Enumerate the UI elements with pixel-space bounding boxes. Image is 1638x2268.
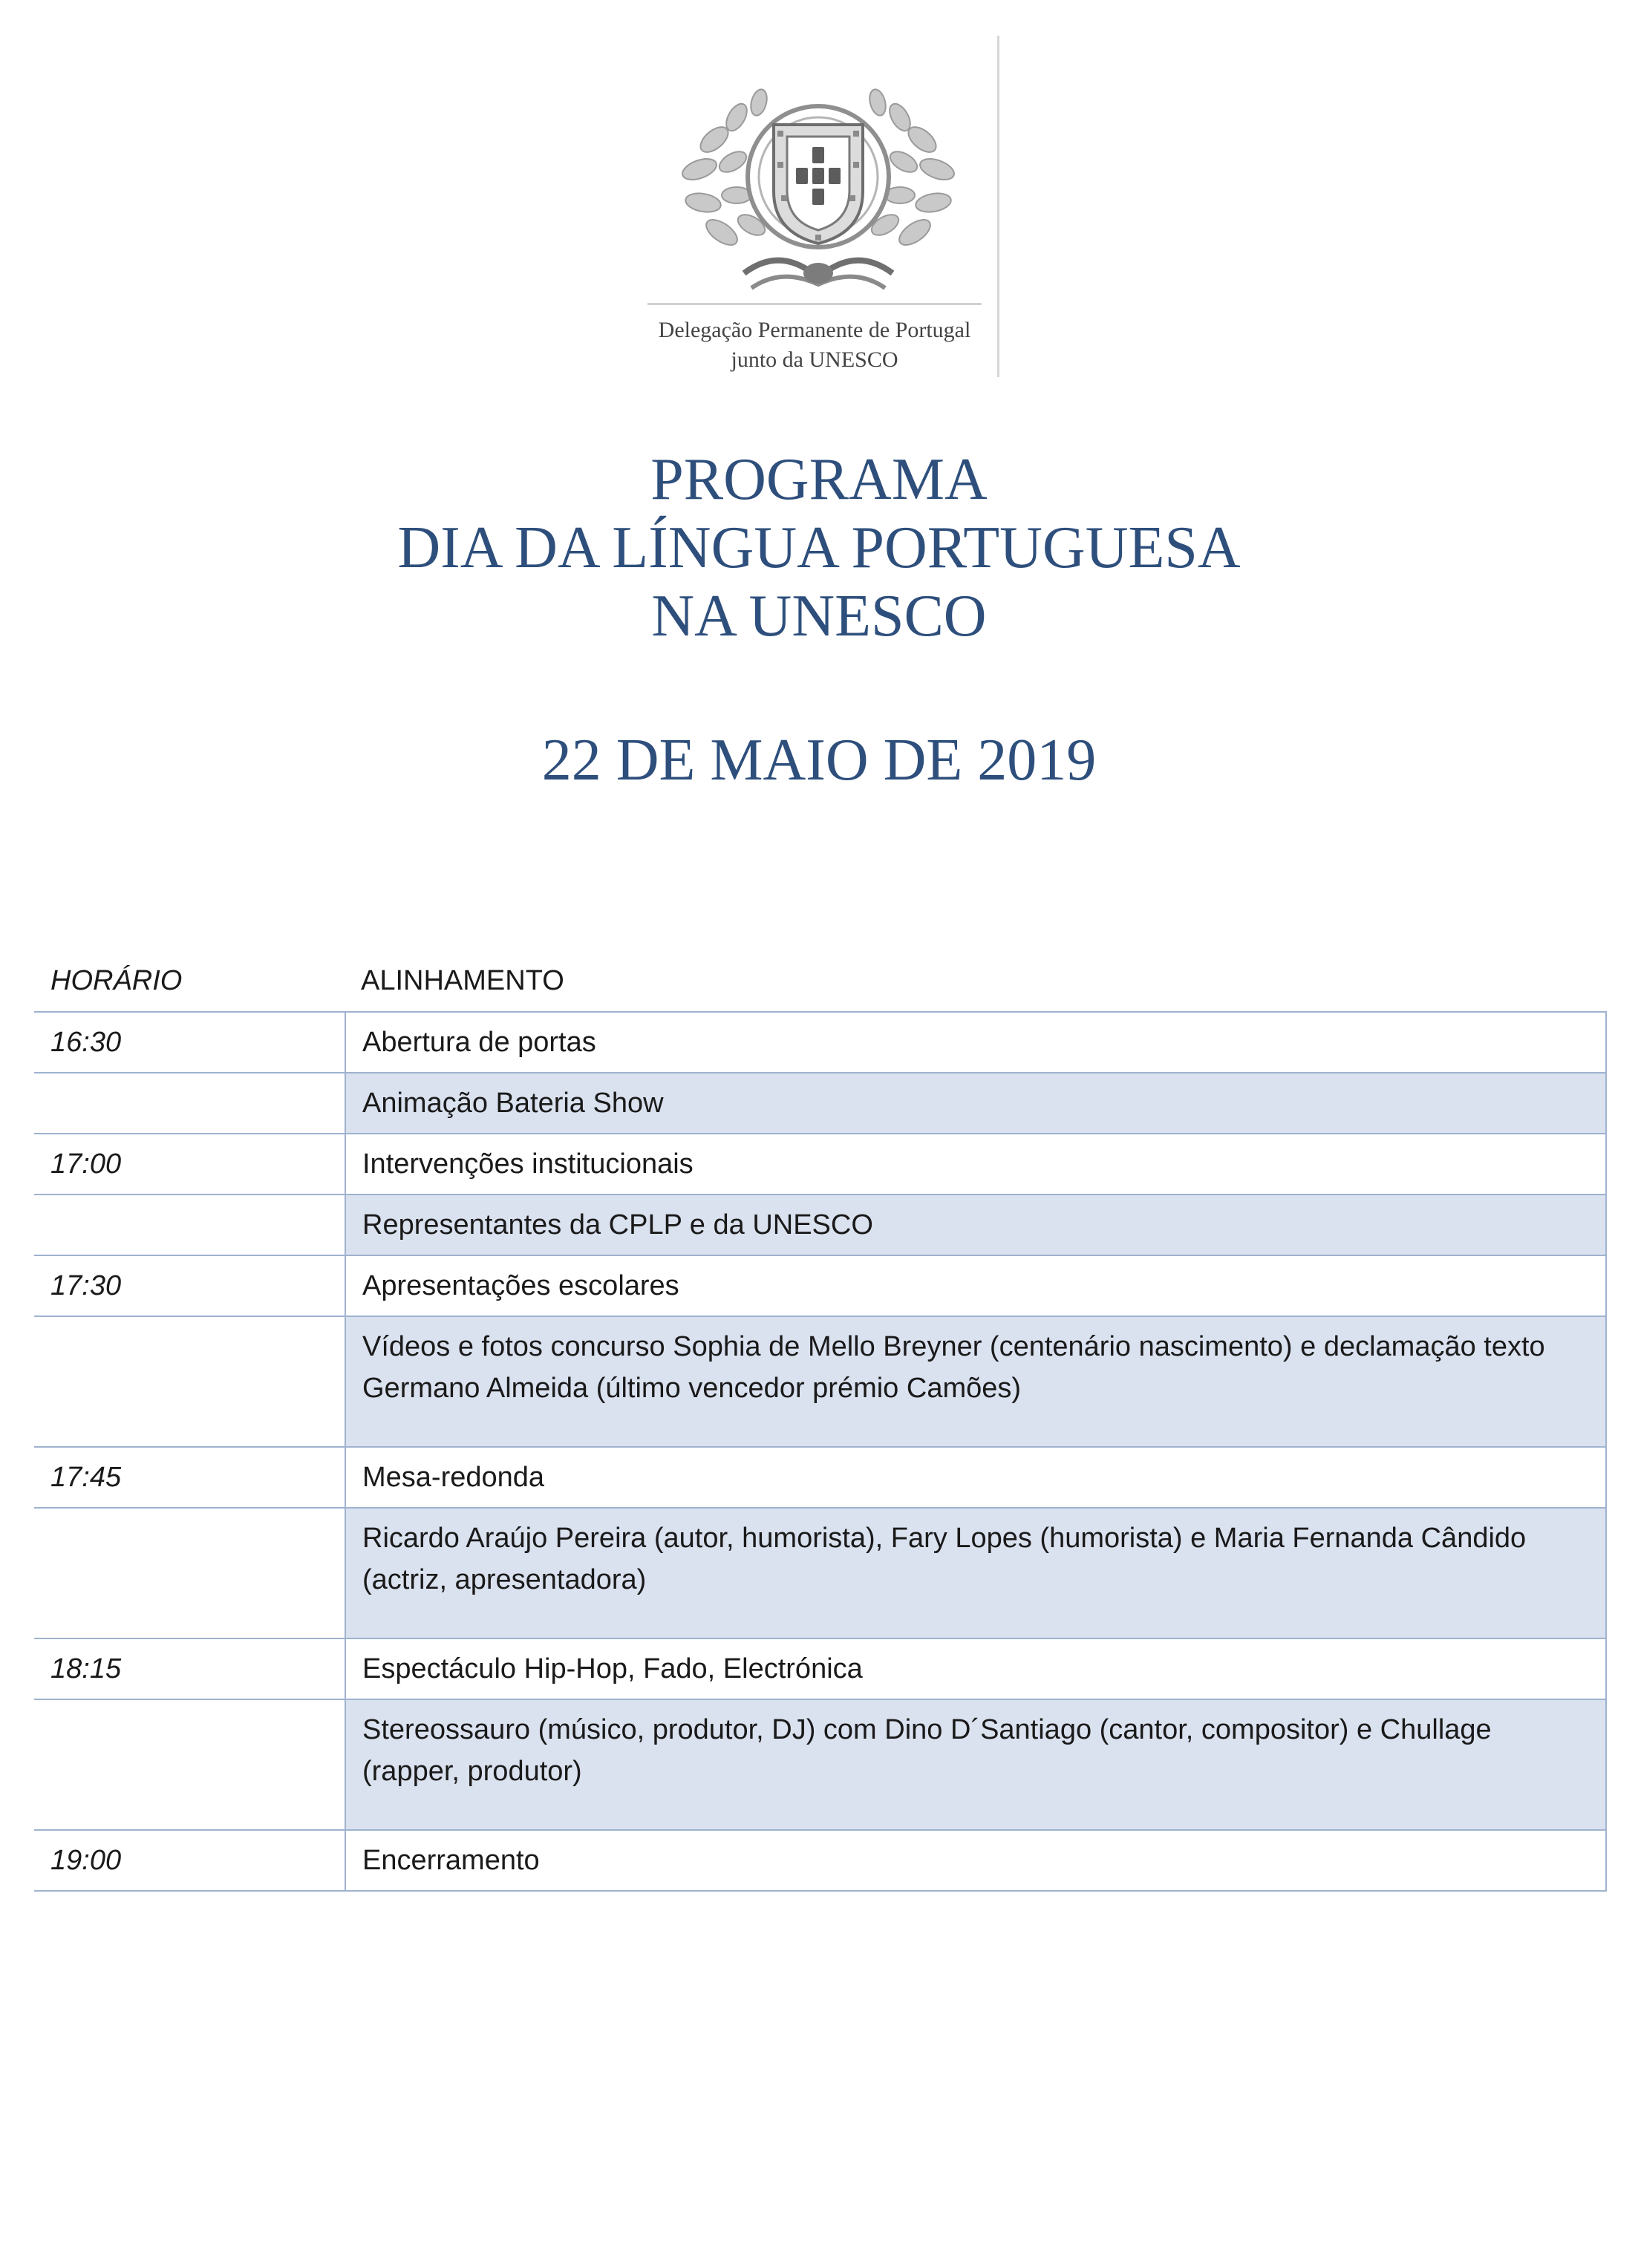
row-time (34, 1317, 345, 1446)
table-body (34, 1011, 1607, 1892)
row-item: Animação Bateria Show (345, 1073, 1607, 1133)
coat-of-arms-emblem (662, 73, 974, 318)
table-row (34, 1256, 1607, 1317)
program-title (0, 445, 1638, 650)
table-row (34, 1013, 1607, 1073)
table-row (34, 1317, 1607, 1448)
table-header (34, 950, 1607, 1011)
row-time: 17:45 (50, 1462, 122, 1493)
table-row (34, 1073, 1607, 1134)
row-item: Espectáculo Hip-Hop, Fado, Electrónica (345, 1639, 1607, 1699)
row-time (34, 1509, 345, 1638)
row-time: 17:30 (50, 1270, 122, 1301)
table-row (34, 1700, 1607, 1831)
column-header-time: HORÁRIO (50, 964, 183, 996)
table-row (34, 1639, 1607, 1700)
table-row (34, 1195, 1607, 1256)
row-item: Stereossauro (músico, produtor, DJ) com Dino D´Santiago (cantor, compositor) e Chullage (rapper, produtor) (345, 1700, 1607, 1829)
table-row (34, 1448, 1607, 1509)
row-item: Vídeos e fotos concurso Sophia de Mello Breyner (centenário nascimento) e declamação texto Germano Almeida (último vencedor prémio Camões) (345, 1317, 1607, 1446)
column-header-item: ALINHAMENTO (361, 964, 564, 996)
logo-caption-line2: junto da UNESCO (731, 347, 898, 372)
schedule-table (34, 950, 1607, 1892)
row-item: Ricardo Araújo Pereira (autor, humorista), Fary Lopes (humorista) e Maria Fernanda Cândido (actriz, apresentadora) (345, 1509, 1607, 1638)
row-time: 16:30 (50, 1027, 122, 1058)
row-time: 17:00 (50, 1148, 122, 1180)
table-row (34, 1509, 1607, 1639)
row-time (34, 1195, 345, 1255)
title-line3: NA UNESCO (651, 584, 987, 649)
delegation-logo (633, 36, 999, 377)
row-time (34, 1073, 345, 1133)
row-time: 18:15 (50, 1653, 122, 1684)
row-item: Intervenções institucionais (345, 1134, 1607, 1194)
table-row (34, 1831, 1607, 1892)
row-item: Abertura de portas (345, 1013, 1607, 1072)
logo-caption-line1: Delegação Permanente de Portugal (658, 318, 971, 342)
title-line2: DIA DA LÍNGUA PORTUGUESA (397, 515, 1241, 581)
logo-caption (647, 303, 982, 375)
table-row (34, 1134, 1607, 1195)
row-item: Mesa-redonda (345, 1448, 1607, 1507)
title-line1: PROGRAMA (650, 447, 988, 512)
row-item: Apresentações escolares (345, 1256, 1607, 1316)
row-time (34, 1700, 345, 1829)
row-time: 19:00 (50, 1845, 122, 1876)
row-item: Encerramento (345, 1831, 1607, 1890)
event-date: 22 DE MAIO DE 2019 (541, 728, 1097, 793)
row-item: Representantes da CPLP e da UNESCO (345, 1195, 1607, 1255)
